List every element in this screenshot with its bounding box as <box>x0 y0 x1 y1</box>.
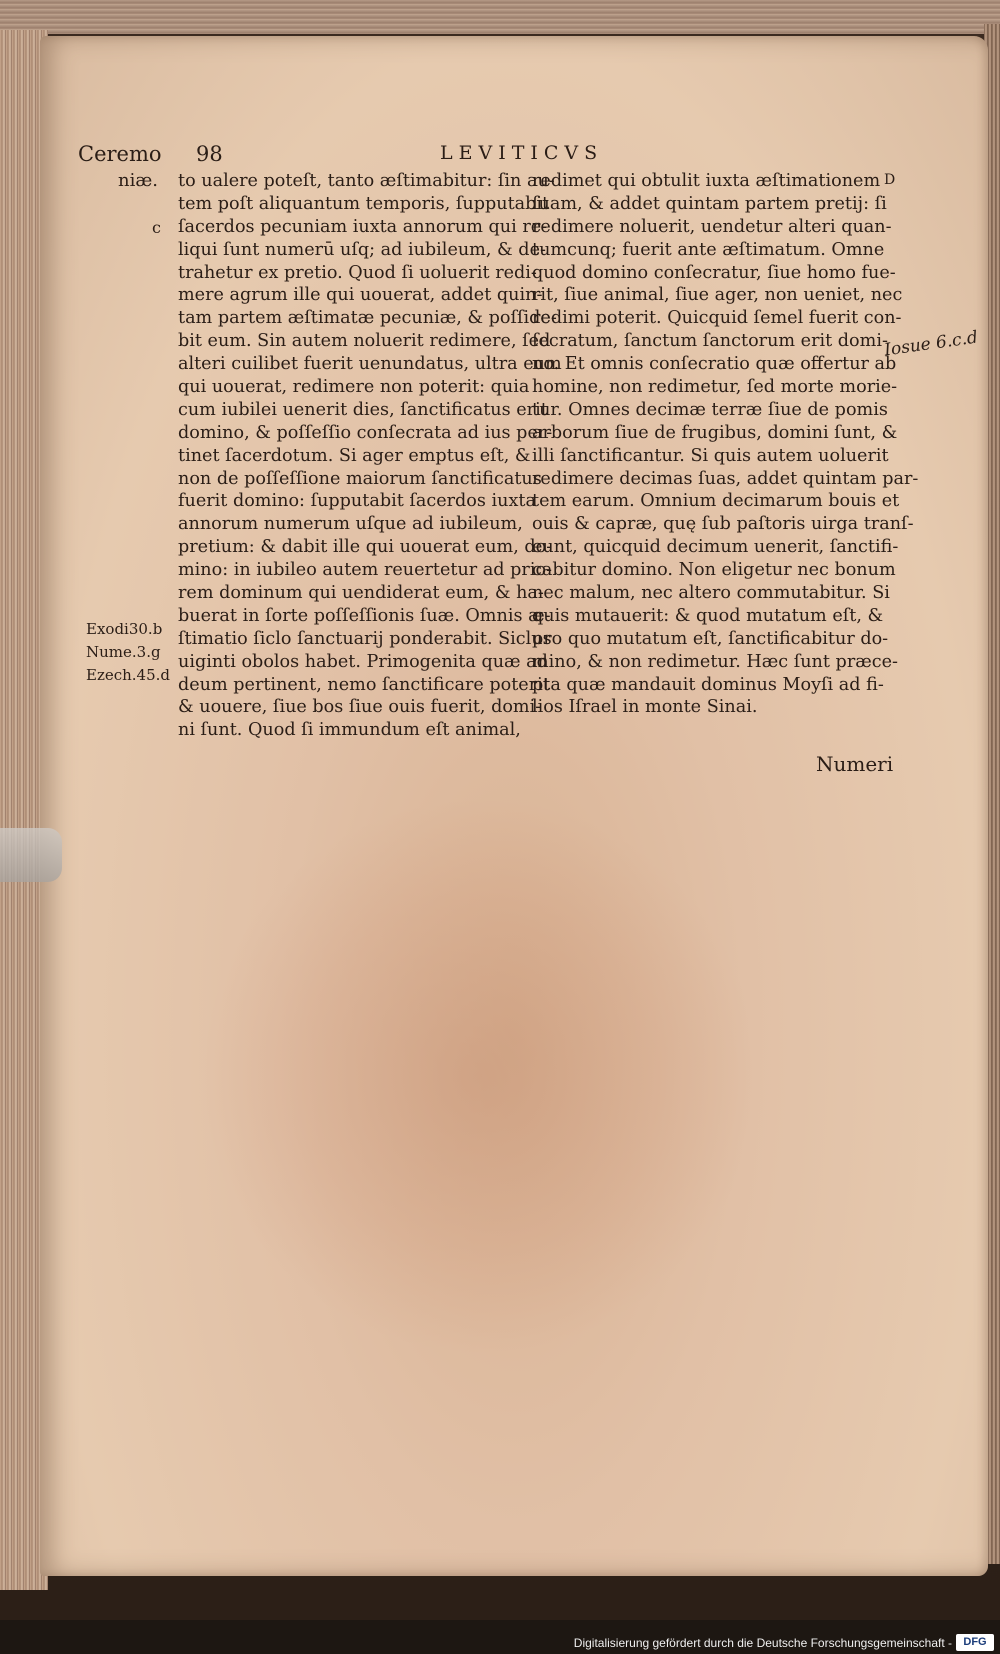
text-line: redimere decimas ſuas, addet quintam par- <box>532 468 919 489</box>
margin-ref-exodus: Exodi30.b <box>86 620 163 638</box>
margin-handwritten-iosue: Iosue 6.c.d <box>883 327 980 361</box>
text-line: to ualere poteſt, tanto æſtimabitur: ſin au- <box>178 171 555 191</box>
header-margin-word: Ceremo <box>78 142 162 166</box>
text-line: mino, & non redimetur. Hæc ſunt præce- <box>532 651 898 672</box>
text-line: domino, & poſſeſſio conſecrata ad ius per- <box>178 422 553 443</box>
text-line: homine, non redimetur, ſed morte morie- <box>532 377 898 398</box>
bookmark-tab <box>0 828 62 882</box>
running-header <box>0 142 1000 172</box>
text-line: non de poſſeſſione maiorum ſanctificatus <box>178 468 542 489</box>
text-line: tinet ſacerdotum. Si ager emptus eſt, & <box>178 445 531 466</box>
text-line: trahetur ex pretio. Quod ſi uoluerit redi- <box>178 262 537 283</box>
text-line: ſecratum, ſanctum ſanctorum erit domi- <box>532 331 888 352</box>
text-line: mino: in iubileo autem reuertetur ad prio- <box>178 560 552 581</box>
text-line: pro quo mutatum eſt, ſanctificabitur do- <box>532 628 889 649</box>
text-line: quis mutauerit: & quod mutatum eſt, & <box>532 605 884 626</box>
margin-ref-numeri: Nume.3.g <box>86 643 161 661</box>
text-line: buerat in ſorte poſſeſſionis ſuæ. Omnis æ- <box>178 605 551 626</box>
margin-note-niae: niæ. <box>118 170 158 191</box>
margin-section-d: D <box>884 172 896 188</box>
text-line: uiginti obolos habet. Primogenita quæ ad <box>178 651 548 672</box>
text-line: ni ſunt. Quod ſi immundum eſt animal, <box>178 720 521 741</box>
page-top-edge <box>0 0 1000 34</box>
text-line: cum iubilei uenerit dies, ſanctificatus erit <box>178 399 548 420</box>
text-line: qui uouerat, redimere non poterit: quia <box>178 377 530 398</box>
text-line: lios Iſrael in monte Sinai. <box>532 697 758 718</box>
text-line: redimere noluerit, uendetur alteri quan- <box>532 216 892 237</box>
text-line: & uouere, ſiue bos ſiue ouis fuerit, domi- <box>178 697 542 718</box>
running-title: LEVITICVS <box>440 142 604 164</box>
text-column-left <box>178 170 562 742</box>
margin-ref-ezechiel: Ezech.45.d <box>86 666 171 684</box>
text-line: liqui ſunt numerū uſq; ad iubileum, & de- <box>178 239 546 260</box>
text-line: tem earum. Omnium decimarum bouis et <box>532 491 900 512</box>
folio-number: 98 <box>196 142 223 166</box>
catchword: Numeri <box>816 752 894 776</box>
text-line: nec malum, nec altero commutabitur. Si <box>532 583 890 604</box>
text-line: eunt, quicquid decimum uenerit, ſanctifi- <box>532 537 899 558</box>
text-line: tumcunq; fuerit ante æſtimatum. Omne <box>532 239 885 260</box>
text-line: ouis & capræ, quę ſub paſtoris uirga tranſ- <box>532 514 914 535</box>
text-line: rit, ſiue animal, ſiue ager, non ueniet, nec <box>532 285 903 306</box>
water-stain <box>200 796 760 1356</box>
margin-section-c: c <box>152 218 161 237</box>
digitization-credit: Digitalisierung gefördert durch die Deutsche Forschungsgemeinschaft - <box>573 1636 952 1650</box>
text-line: bit eum. Sin autem noluerit redimere, ſed <box>178 331 551 352</box>
text-line: ſacerdos pecuniam iuxta annorum qui re- <box>178 216 548 237</box>
text-line: fuerit domino: ſupputabit ſacerdos iuxta <box>178 491 536 512</box>
text-line: ſtimatio ſiclo ſanctuarij ponderabit. Siclus <box>178 628 552 649</box>
text-column-right <box>532 170 919 719</box>
text-line: tem poſt aliquantum temporis, ſupputabit <box>178 193 550 214</box>
text-line: tam partem æſtimatæ pecuniæ, & poſſide- <box>178 308 557 329</box>
text-line: cabitur domino. Non eligetur nec bonum <box>532 560 896 581</box>
dfg-logo: DFG <box>956 1634 994 1651</box>
text-line: deum pertinent, nemo ſanctificare poterit <box>178 674 550 695</box>
text-line: illi ſanctificantur. Si quis autem uoluerit <box>532 445 889 466</box>
text-line: no. Et omnis conſecratio quæ offertur ab <box>532 354 897 375</box>
text-line: pta quæ mandauit dominus Moyſi ad fi- <box>532 674 884 695</box>
text-line: pretium: & dabit ille qui uouerat eum, do- <box>178 537 553 558</box>
text-line: annorum numerum uſque ad iubileum, <box>178 514 523 535</box>
text-line: arborum ſiue de frugibus, domini ſunt, & <box>532 422 898 443</box>
text-line: redimi poterit. Quicquid ſemel fuerit con- <box>532 308 902 329</box>
text-line: ſuam, & addet quintam partem pretij: ſi <box>532 193 887 214</box>
text-line: quod domino conſecratur, ſiue homo fue- <box>532 262 896 283</box>
text-line: tur. Omnes decimæ terræ ſiue de pomis <box>532 399 888 420</box>
text-line: redimet qui obtulit iuxta æſtimationem <box>532 171 881 191</box>
text-line: mere agrum ille qui uouerat, addet quin- <box>178 285 543 306</box>
text-line: rem dominum qui uendiderat eum, & ha- <box>178 583 544 604</box>
text-line: alteri cuilibet fuerit uenundatus, ultra eum <box>178 354 562 375</box>
